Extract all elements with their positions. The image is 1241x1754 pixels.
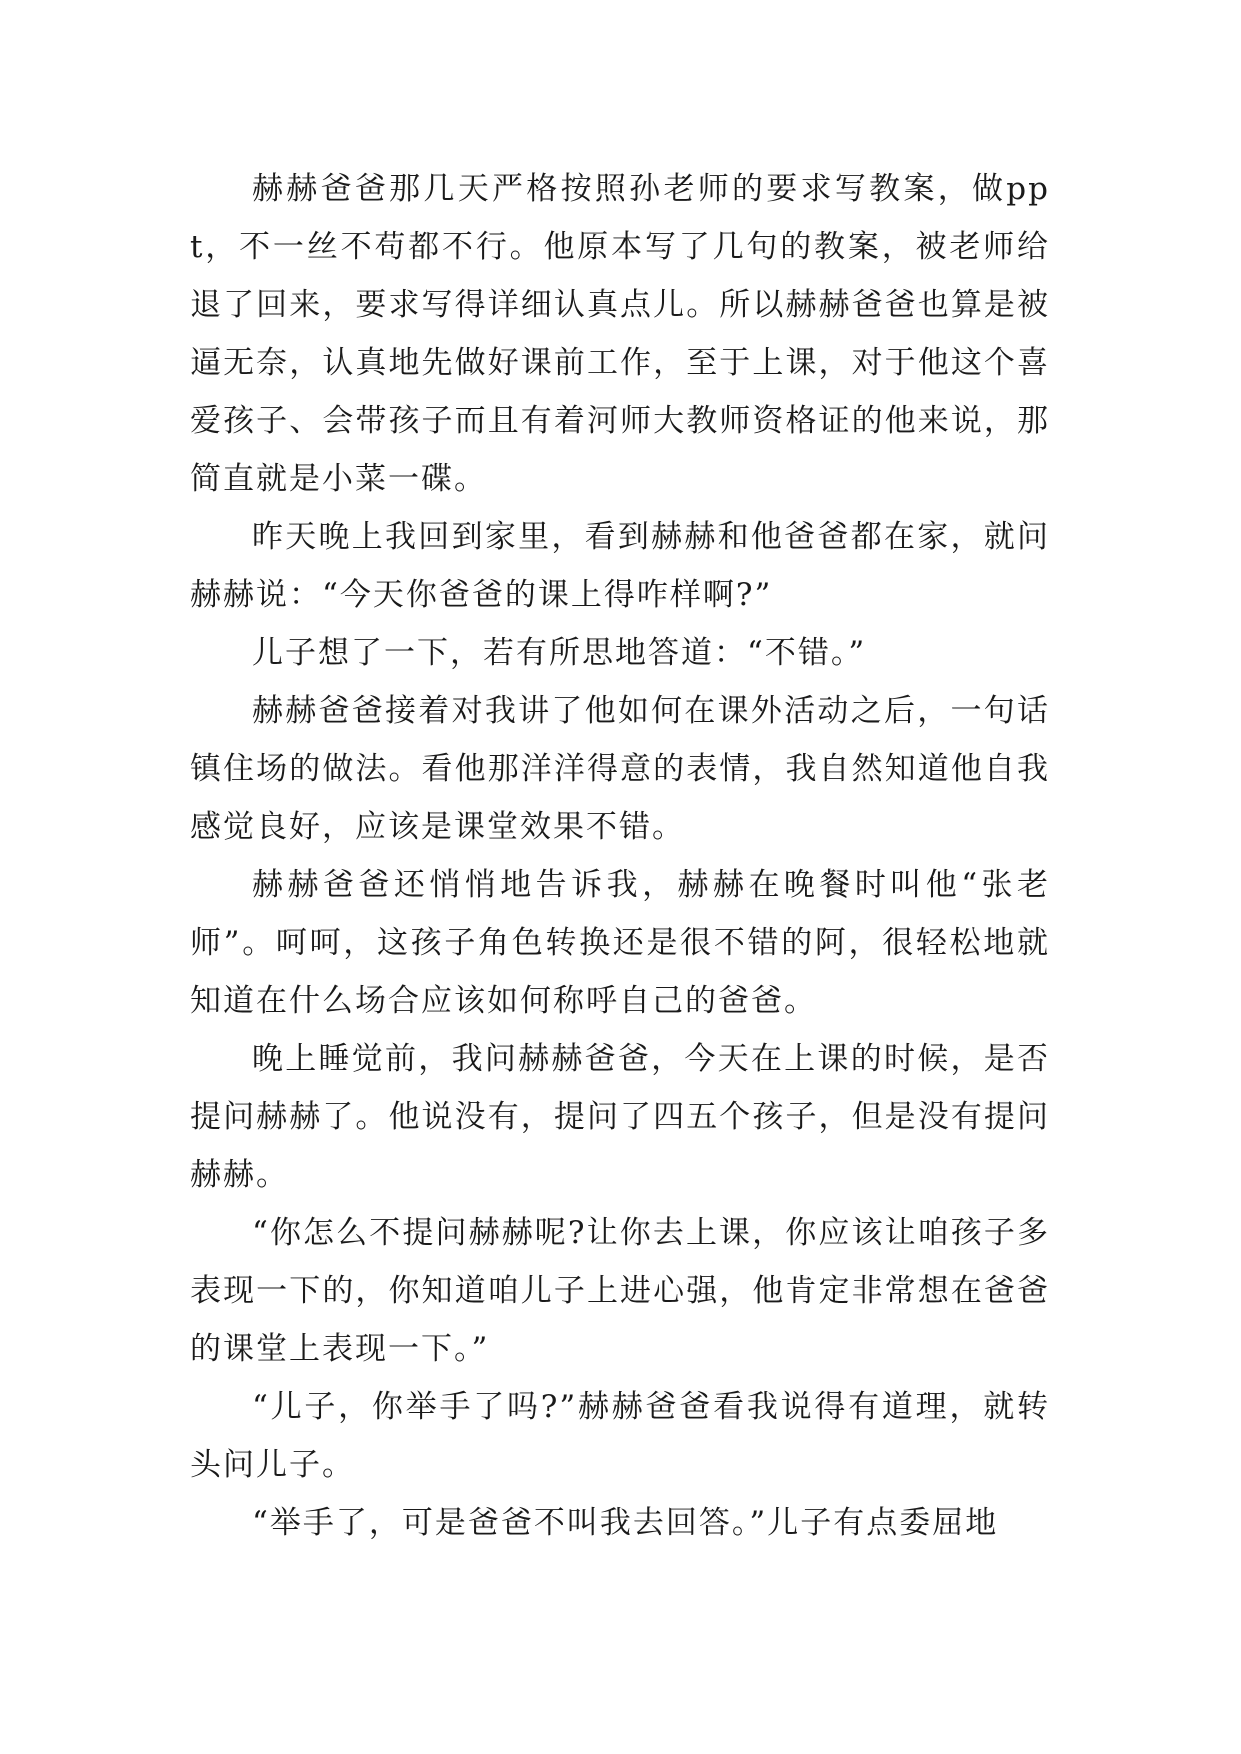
paragraph-5: 赫赫爸爸还悄悄地告诉我，赫赫在晚餐时叫他“张老师”。呵呵，这孩子角色转换还是很不错的阿，很轻松地就知道在什么场合应该如何称呼自己的爸爸。 [190, 867, 1050, 1019]
paragraph-8: “儿子，你举手了吗?”赫赫爸爸看我说得有道理，就转头问儿子。 [190, 1389, 1050, 1483]
paragraph-2: 昨天晚上我回到家里，看到赫赫和他爸爸都在家，就问赫赫说：“今天你爸爸的课上得咋样啊?” [190, 519, 1050, 613]
paragraph-6: 晚上睡觉前，我问赫赫爸爸，今天在上课的时候，是否提问赫赫了。他说没有，提问了四五个孩子，但是没有提问赫赫。 [190, 1041, 1050, 1193]
paragraph-4: 赫赫爸爸接着对我讲了他如何在课外活动之后，一句话镇住场的做法。看他那洋洋得意的表情，我自然知道他自我感觉良好，应该是课堂效果不错。 [190, 693, 1050, 845]
paragraph-9: “举手了，可是爸爸不叫我去回答。”儿子有点委屈地 [252, 1505, 999, 1541]
paragraph-1: 赫赫爸爸那几天严格按照孙老师的要求写教案，做ppt，不一丝不苟都不行。他原本写了几句的教案，被老师给退了回来，要求写得详细认真点儿。所以赫赫爸爸也算是被逼无奈，认真地先做好课前工作，至于上课，对于他这个喜爱孩子、会带孩子而且有着河师大教师资格证的他来说，那简直就是小菜一碟。 [190, 171, 1050, 497]
document-body [190, 160, 1050, 1552]
paragraph-7: “你怎么不提问赫赫呢?让你去上课，你应该让咱孩子多表现一下的，你知道咱儿子上进心强，他肯定非常想在爸爸的课堂上表现一下。” [190, 1215, 1050, 1367]
paragraph-3: 儿子想了一下，若有所思地答道：“不错。” [252, 635, 867, 671]
